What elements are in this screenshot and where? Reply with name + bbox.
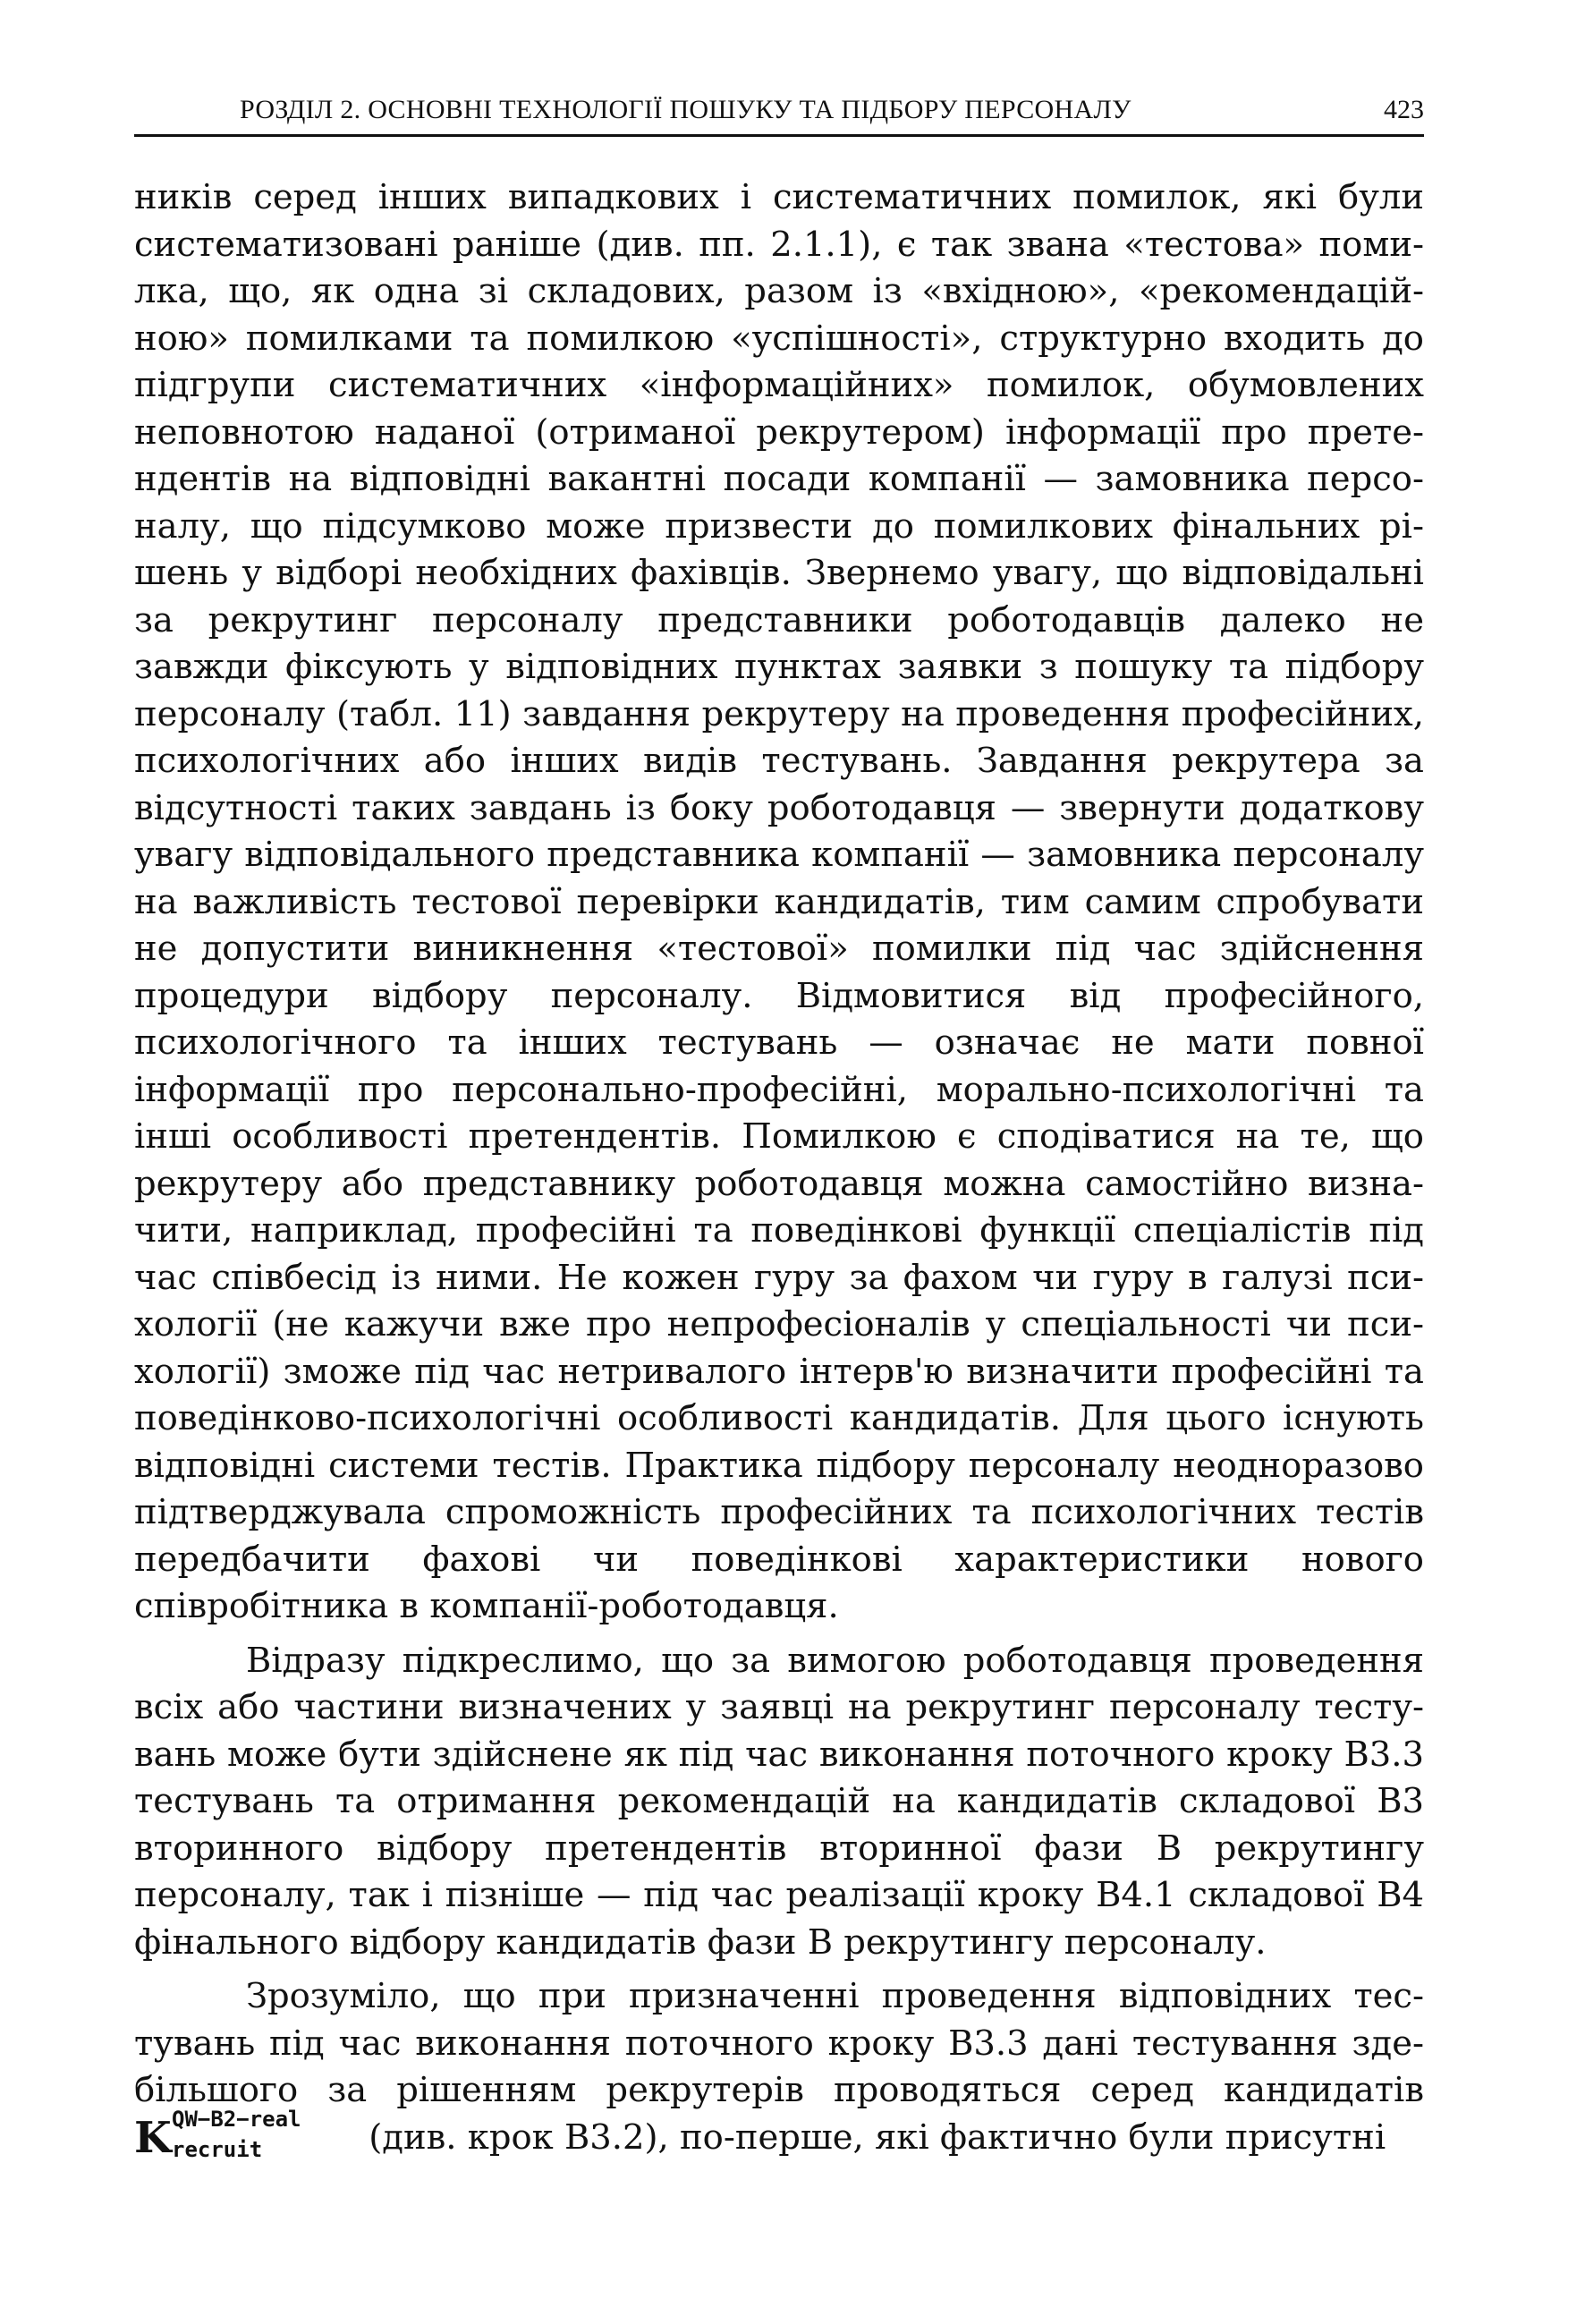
paragraph-1: ників серед інших випадкових і систематичних помилок, які були систематизовані раніше (див. пп. 2.1.1), є так звана «тестова» помилка, що, як одна зі складових, разом із «вхідною», «рекомендаційною» помилками та помилкою «успішності», структурно входить до підгрупи систематичних «інформаційних» помилок, обумовлених неповнотою наданої (отриманої рекрутером) інформації про претендентів на відповідні вакантні посади компанії — замовника персоналу, що підсумково може призвести до помилкових фінальних рішень у відборі необхідних фахівців. Звернемо увагу, що відповідальні за рекрутинг персоналу представники роботодавців далеко не завжди фіксують у відповідних пунктах заявки з пошуку та підбору персоналу (табл. 11) завдання рекрутеру на проведення професійних, психологічних або інших видів тестувань. Завдання рекрутера за відсутності таких завдань із боку роботодавця — звернути додаткову увагу відповідального представника компанії — замовника персоналу на важливість тестової перевірки кандидатів, тим самим спробувати не допустити виникнення «тестової» помилки під час здійснення процедури відбору персоналу. Відмовитися від професійного, психологічного та інших тестувань — означає не мати повної інформації про персонально-професійні, морально-психологічні та інші особливості претендентів. Помилкою є сподіватися на те, що рекрутеру або представнику роботодавця можна самостійно визначити, наприклад, професійні та поведінкові функції спеціалістів під час співбесід із ними. Не кожен гуру за фахом чи гуру в галузі психології (не кажучи вже про непрофесіоналів у спеціальності чи психології) зможе під час нетривалого інтерв'ю визначити професійні та поведінково-психологічні особливості кандидатів. Для цього існують відповідні системи тестів. Практика підбору персоналу неодноразово підтверджувала спроможність професійних та психологічних тестів передбачити фахові чи поведінкові характеристики нового співробітника в компанії-роботодавця.	[134, 177, 1424, 1626]
formula-base: K	[134, 2112, 172, 2163]
body-text	[134, 174, 1424, 2161]
running-header	[134, 88, 1424, 137]
running-header-title: РОЗДІЛ 2. ОСНОВНІ ТЕХНОЛОГІЇ ПОШУКУ ТА ПІДБОРУ ПЕРСОНАЛУ	[240, 95, 1132, 124]
formula-subscript: recruit	[172, 2136, 263, 2162]
formula-k-recruit	[134, 2106, 358, 2163]
formula-superscript: QW−B2−real	[172, 2106, 301, 2132]
paragraph-2: Відразу підкреслимо, що за вимогою роботодавця проведення всіх або частини визначених у заявці на рекрутинг персоналу тестувань може бути здійснене як під час виконання поточного кроку В3.3 тестувань та отримання рекомендацій на кандидатів складової В3 вторинного відбору претендентів вторинної фази В рекрутингу персоналу, так і пізніше — під час реалізації кроку В4.1 складової В4 фінального відбору кандидатів фази В рекрутингу персоналу.	[134, 1640, 1424, 1963]
paragraph-3-tail: (див. крок В3.2), по-перше, які фактично були присутні	[358, 2116, 1386, 2158]
paragraph-3-text: Зрозуміло, що при призначенні проведення відповідних тестувань під час виконання поточного кроку В3.3 дані тестування здебільшого за рішенням рекрутерів проводяться серед кандидатів	[134, 1976, 1424, 2110]
page-number: 423	[1384, 95, 1424, 124]
paragraph-3	[134, 1973, 1424, 2161]
